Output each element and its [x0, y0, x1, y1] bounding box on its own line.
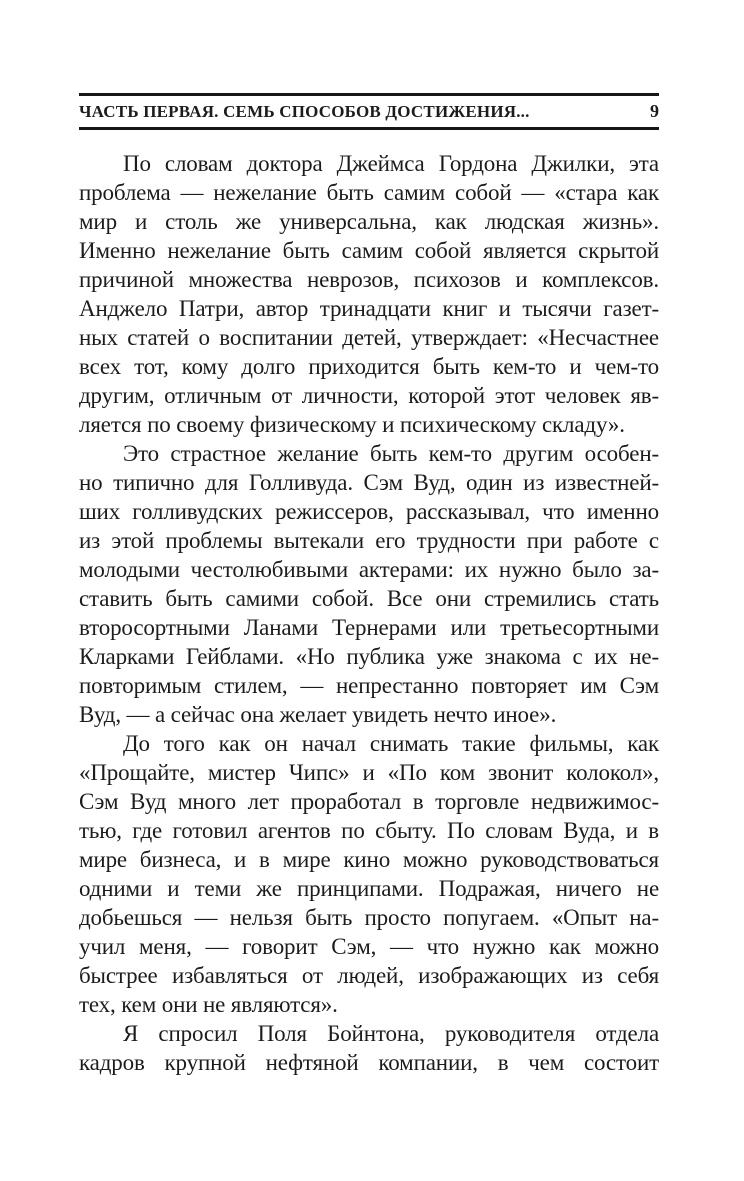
text-line: всех тот, кому долго приходится быть кем-то и чем-то	[79, 354, 659, 379]
running-title: ЧАСТЬ ПЕРВАЯ. СЕМЬ СПОСОБОВ ДОСТИЖЕНИЯ...	[79, 101, 530, 121]
text-line: По словам доктора Джеймса Гордона Джилки, эта	[123, 151, 659, 176]
header-bottom-rule	[79, 127, 659, 130]
page-header	[79, 93, 659, 130]
text-line: Вуд, — а сейчас она желает увидеть нечто иное».	[79, 702, 557, 727]
text-line: учил меня, — говорит Сэм, — что нужно как можно	[79, 934, 659, 959]
header-row	[79, 96, 659, 127]
paragraph	[79, 729, 659, 1019]
text-line: быстрее избавляться от людей, изображающих из себя	[79, 963, 659, 988]
text-line: проблема — нежелание быть самим собой — «стара как	[79, 180, 659, 205]
text-line: второсортными Ланами Тернерами или третьесортными	[79, 615, 659, 640]
text-line: ных статей о воспитании детей, утверждает: «Несчастнее	[79, 325, 659, 350]
text-line: Сэм Вуд много лет проработал в торговле недвижимос-	[79, 789, 659, 814]
text-line: добьешься — нельзя быть просто попугаем. «Опыт на-	[79, 905, 659, 930]
text-line: мир и столь же универсальна, как людская жизнь».	[79, 209, 659, 234]
text-line: Анджело Патри, автор тринадцати книг и тысячи газет-	[79, 296, 659, 321]
text-line: одними и теми же принципами. Подражая, ничего не	[79, 876, 659, 901]
text-line: Кларками Гейблами. «Но публика уже знакома с их не-	[79, 644, 659, 669]
text-line: ляется по своему физическому и психическому складу».	[79, 412, 625, 437]
text-line: из этой проблемы вытекали его трудности при работе с	[79, 528, 659, 553]
text-line: До того как он начал снимать такие фильмы, как	[123, 731, 659, 756]
paragraph	[79, 439, 659, 729]
text-line: но типично для Голливуда. Сэм Вуд, один из известней-	[79, 470, 659, 495]
page-body	[79, 149, 659, 1077]
text-line: Это страстное желание быть кем-то другим особен-	[123, 441, 659, 466]
text-line: кадров крупной нефтяной компании, в чем состоит	[79, 1050, 659, 1075]
text-line: причиной множества неврозов, психозов и комплексов.	[79, 267, 659, 292]
paragraph	[79, 1019, 659, 1077]
text-line: ставить быть самими собой. Все они стремились стать	[79, 586, 659, 611]
text-line: мире бизнеса, и в мире кино можно руководствоваться	[79, 847, 659, 872]
text-line: «Прощайте, мистер Чипс» и «По ком звонит колокол»,	[79, 760, 659, 785]
text-line: тех, кем они не являются».	[79, 992, 338, 1017]
text-line: молодыми честолюбивыми актерами: их нужно было за-	[79, 557, 659, 582]
text-line: Именно нежелание быть самим собой является скрытой	[79, 238, 659, 263]
text-line: ших голливудских режиссеров, рассказывал, что именно	[79, 499, 659, 524]
text-line: тью, где готовил агентов по сбыту. По словам Вуда, и в	[79, 818, 659, 843]
paragraph	[79, 149, 659, 439]
text-line: другим, отличным от личности, которой этот человек яв-	[79, 383, 659, 408]
text-line: Я спросил Поля Бойнтона, руководителя отдела	[123, 1021, 659, 1046]
page-number: 9	[650, 101, 659, 121]
text-line: повторимым стилем, — непрестанно повторяет им Сэм	[79, 673, 659, 698]
